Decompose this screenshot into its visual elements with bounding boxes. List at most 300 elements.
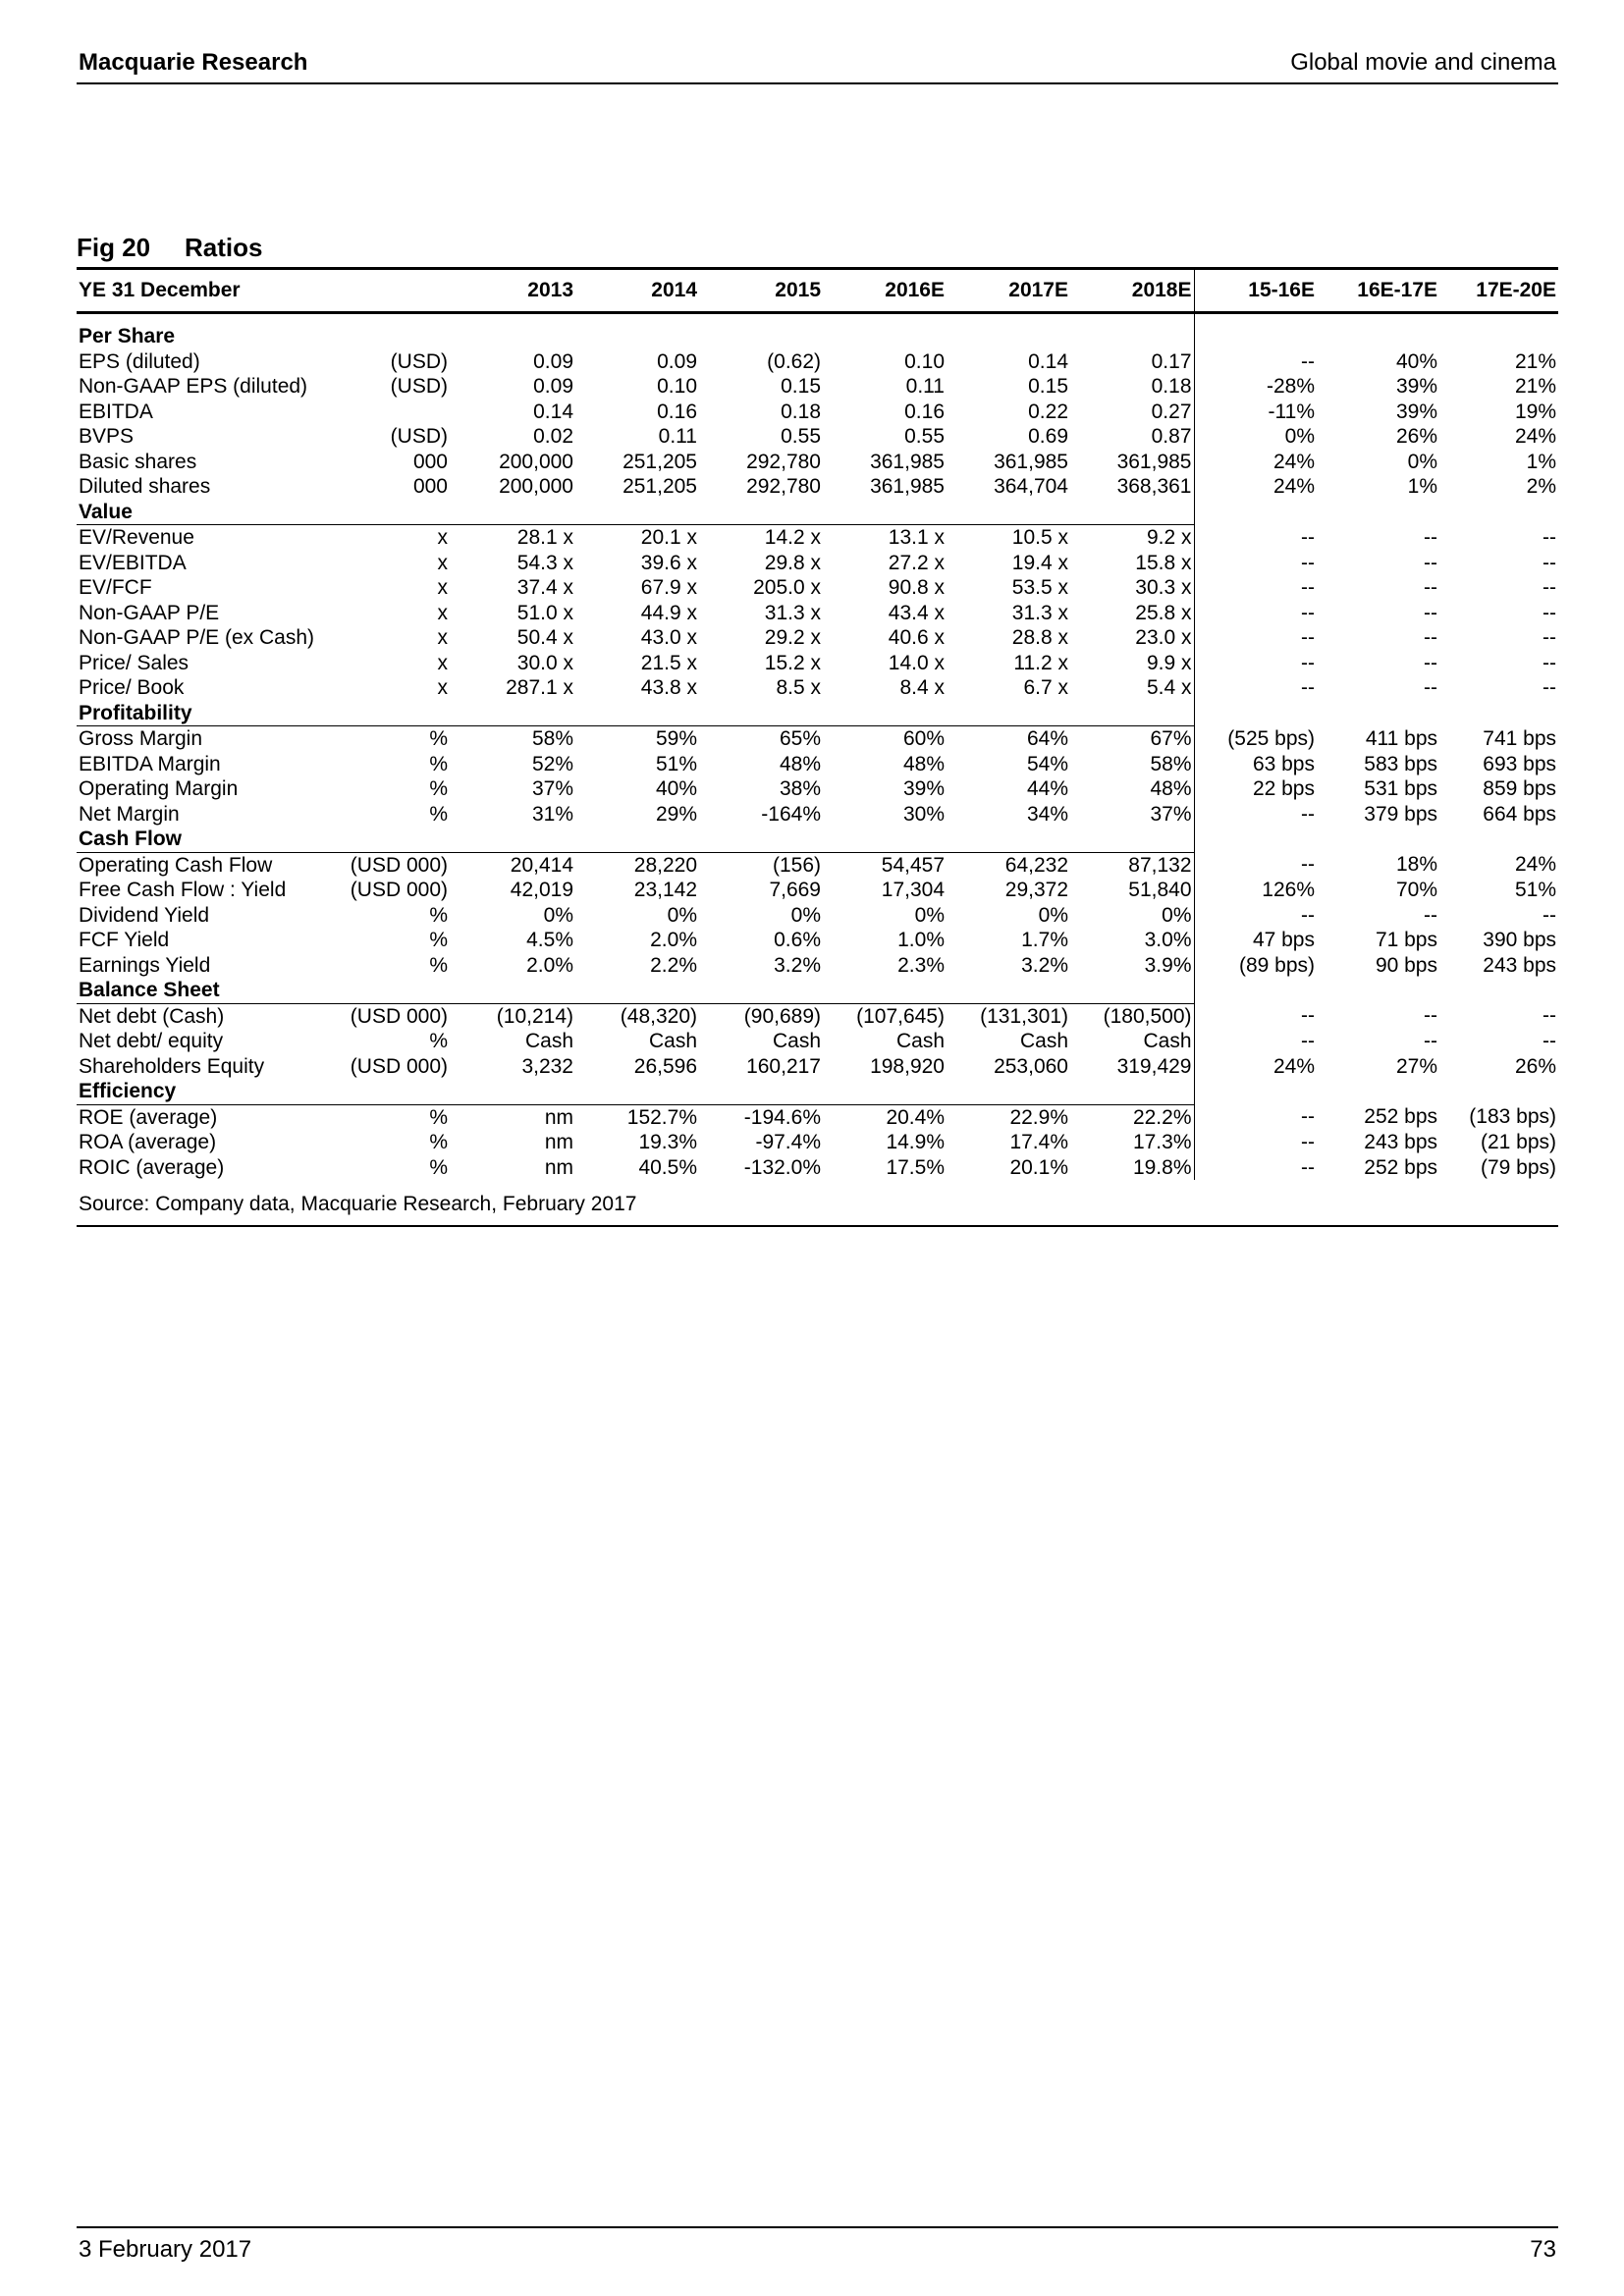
table-row [77, 349, 1558, 375]
unit-cell: % [429, 953, 448, 977]
value-cell: -- [1301, 1030, 1315, 1052]
value-cell: (180,500) [1070, 1003, 1194, 1029]
row-label: Net debt (Cash) [79, 1004, 225, 1028]
value-cell: -- [1424, 1004, 1437, 1027]
value-cell: (525 bps) [1227, 726, 1315, 750]
value-cell: -- [1424, 601, 1437, 624]
value-cell: -- [1301, 525, 1315, 549]
table-row [77, 551, 1558, 576]
row-label: Non-GAAP P/E [79, 601, 220, 624]
value-cell: 24% [1514, 853, 1556, 876]
value-cell: 64% [1026, 727, 1068, 750]
value-cell: 0% [1407, 450, 1437, 473]
table-row [77, 575, 1558, 601]
row-label: Earnings Yield [79, 953, 211, 977]
value-cell: -- [1301, 651, 1315, 674]
value-cell: 24% [1272, 450, 1315, 473]
value-cell: 0.10 [904, 349, 945, 373]
value-cell: 26,596 [633, 1054, 697, 1078]
section-title: Balance Sheet [77, 978, 320, 1003]
unit-cell: % [429, 777, 448, 800]
value-cell: 37.4 x [516, 576, 573, 599]
value-cell: 0% [914, 903, 945, 927]
row-label: Operating Margin [79, 777, 239, 800]
header-cell: 2016E [823, 269, 947, 313]
value-cell: 205.0 x [753, 576, 821, 599]
value-cell: -11% [1268, 400, 1315, 423]
value-cell: 14.9% [886, 1131, 945, 1153]
source-note: Source: Company data, Macquarie Research, February 2017 [77, 1180, 1558, 1226]
value-cell: 63 bps [1252, 752, 1315, 775]
value-cell: 5.4 x [1070, 675, 1194, 701]
value-cell: 59% [655, 727, 697, 750]
table-row [77, 474, 1558, 500]
row-label: EPS (diluted) [79, 349, 200, 373]
value-cell: 22.9% [1009, 1105, 1068, 1129]
value-cell: 22 bps [1252, 777, 1315, 800]
value-cell: -164% [761, 802, 821, 826]
value-cell: 287.1 x [506, 676, 573, 699]
value-cell: 19% [1514, 400, 1556, 423]
value-cell: 38% [779, 777, 821, 800]
row-label: Operating Cash Flow [79, 853, 273, 877]
value-cell: -- [1301, 1131, 1315, 1153]
value-cell: 361,985 [1070, 450, 1194, 475]
value-cell: 531 bps [1364, 777, 1437, 800]
unit-cell: x [437, 601, 448, 624]
table-row [77, 776, 1558, 802]
value-cell: 21.5 x [640, 651, 697, 674]
header-cell: 2017E [947, 269, 1070, 313]
value-cell: 54,457 [881, 853, 945, 877]
value-cell: 37% [1070, 802, 1194, 828]
header-cell: 2018E [1070, 269, 1194, 313]
value-cell: 3.2% [1021, 953, 1068, 977]
row-label: Non-GAAP EPS (diluted) [79, 375, 308, 398]
section-header-row [77, 701, 1558, 726]
value-cell: -- [1543, 601, 1556, 624]
table-row [77, 903, 1558, 929]
value-cell: 361,985 [870, 450, 945, 473]
unit-cell: (USD 000) [350, 853, 448, 877]
section-header-row [77, 324, 1558, 349]
value-cell: 0.10 [657, 375, 697, 398]
value-cell: 243 bps [1483, 953, 1556, 977]
value-cell: 25.8 x [1070, 601, 1194, 626]
value-cell: 243 bps [1364, 1131, 1437, 1153]
value-cell: 253,060 [994, 1054, 1068, 1078]
value-cell: 8.5 x [776, 676, 821, 699]
value-cell: 0.09 [533, 375, 573, 398]
value-cell: -- [1301, 551, 1315, 574]
value-cell: 1% [1526, 450, 1556, 473]
report-title: Global movie and cinema [1290, 49, 1556, 76]
value-cell: (131,301) [980, 1004, 1068, 1028]
value-cell: 22.2% [1070, 1104, 1194, 1130]
table-row [77, 651, 1558, 676]
row-label: EBITDA [79, 400, 153, 423]
value-cell: (0.62) [767, 349, 821, 373]
value-cell: Cash [895, 1030, 945, 1052]
value-cell: 51% [655, 752, 697, 775]
table-row [77, 1029, 1558, 1054]
value-cell: (156) [772, 853, 821, 877]
value-cell: 26% [1395, 425, 1437, 448]
value-cell: 3.9% [1070, 953, 1194, 979]
row-label: BVPS [79, 425, 135, 448]
table-row [77, 450, 1558, 475]
row-label: Gross Margin [79, 727, 203, 750]
value-cell: 0.17 [1070, 349, 1194, 375]
value-cell: 364,704 [994, 475, 1068, 498]
value-cell: 23,142 [633, 879, 697, 901]
row-label: EV/EBITDA [79, 551, 187, 574]
value-cell: 1.0% [897, 929, 945, 951]
value-cell: 252 bps [1364, 1105, 1437, 1128]
section-header-row [77, 500, 1558, 525]
page-header [77, 47, 1558, 84]
value-cell: 21% [1514, 349, 1556, 373]
value-cell: 0.09 [533, 349, 573, 373]
table-row [77, 601, 1558, 626]
value-cell: 2% [1526, 475, 1556, 498]
unit-cell: 000 [412, 450, 448, 473]
spacer-row [77, 313, 1558, 325]
value-cell: 24% [1272, 475, 1315, 498]
value-cell: 319,429 [1070, 1054, 1194, 1080]
value-cell: -- [1301, 1155, 1315, 1179]
value-cell: 411 bps [1365, 726, 1437, 750]
value-cell: 19.8% [1070, 1155, 1194, 1181]
table-row [77, 1104, 1558, 1130]
value-cell: 29.2 x [764, 626, 821, 649]
value-cell: 24% [1514, 425, 1556, 448]
value-cell: -- [1301, 576, 1315, 599]
value-cell: (107,645) [856, 1004, 945, 1028]
value-cell: 0.18 [1070, 374, 1194, 400]
value-cell: 34% [1026, 802, 1068, 826]
value-cell: 51% [1514, 879, 1556, 901]
value-cell: 54.3 x [516, 551, 573, 574]
value-cell: -- [1301, 676, 1315, 699]
value-cell: 65% [779, 727, 821, 750]
value-cell: -- [1301, 903, 1315, 927]
value-cell: nm [544, 1155, 573, 1179]
value-cell: 40% [655, 777, 697, 800]
value-cell: 47 bps [1252, 929, 1315, 951]
value-cell: 43.0 x [640, 626, 697, 649]
figure-number: Fig 20 [77, 233, 151, 262]
value-cell: 31.3 x [1011, 601, 1068, 624]
section-header-row [77, 978, 1558, 1003]
table-row [77, 625, 1558, 651]
value-cell: 90 bps [1375, 953, 1437, 977]
table-row [77, 525, 1558, 551]
value-cell: -- [1424, 651, 1437, 674]
value-cell: 14.2 x [764, 526, 821, 549]
unit-cell: % [429, 1131, 448, 1153]
value-cell: -- [1543, 1004, 1556, 1027]
value-cell: -- [1543, 1030, 1556, 1052]
unit-cell: % [429, 1105, 448, 1129]
value-cell: 37% [531, 777, 573, 800]
value-cell: 2.0% [526, 953, 573, 977]
value-cell: 0.87 [1070, 424, 1194, 450]
row-label: Price/ Sales [79, 651, 189, 674]
value-cell: nm [544, 1131, 573, 1153]
value-cell: 64,232 [1004, 853, 1068, 877]
value-cell: 0.14 [533, 400, 573, 423]
value-cell: 251,205 [623, 450, 697, 473]
value-cell: 30.0 x [516, 651, 573, 674]
value-cell: 39% [902, 777, 945, 800]
value-cell: 31% [531, 802, 573, 826]
value-cell: 390 bps [1483, 929, 1556, 951]
value-cell: 693 bps [1483, 752, 1556, 775]
row-label: EV/FCF [79, 576, 152, 599]
value-cell: -- [1424, 1030, 1437, 1052]
table-row [77, 928, 1558, 953]
value-cell: -- [1424, 903, 1437, 927]
value-cell: nm [544, 1105, 573, 1129]
value-cell: -- [1301, 853, 1315, 876]
value-cell: 0.16 [904, 400, 945, 423]
table-row [77, 424, 1558, 450]
value-cell: 17.3% [1070, 1130, 1194, 1155]
value-cell: 6.7 x [1023, 676, 1068, 699]
value-cell: 3.0% [1070, 928, 1194, 953]
value-cell: 2.0% [650, 929, 697, 951]
value-cell: Cash [772, 1030, 821, 1052]
value-cell: 2.2% [650, 953, 697, 977]
value-cell: 90.8 x [888, 576, 945, 599]
value-cell: 664 bps [1483, 802, 1556, 826]
value-cell: -- [1543, 576, 1556, 599]
value-cell: 19.3% [638, 1131, 697, 1153]
value-cell: 583 bps [1364, 752, 1437, 775]
value-cell: 43.8 x [640, 676, 697, 699]
value-cell: 39.6 x [640, 551, 697, 574]
publisher-name: Macquarie Research [79, 49, 308, 76]
value-cell: 20.4% [886, 1105, 945, 1129]
value-cell: 28,220 [633, 853, 697, 877]
row-label: Free Cash Flow : Yield [79, 879, 287, 901]
value-cell: -- [1301, 601, 1315, 624]
table-body [77, 313, 1558, 1181]
value-cell: -28% [1266, 375, 1315, 398]
value-cell: 1.7% [1021, 929, 1068, 951]
value-cell: (21 bps) [1480, 1131, 1556, 1153]
value-cell: 379 bps [1364, 802, 1437, 826]
value-cell: 31.3 x [764, 601, 821, 624]
table-row [77, 1003, 1558, 1029]
figure-title [77, 233, 262, 263]
row-label: Price/ Book [79, 676, 185, 699]
table-row [77, 726, 1558, 752]
value-cell: (89 bps) [1238, 953, 1315, 977]
section-header-row [77, 827, 1558, 852]
value-cell: 292,780 [746, 475, 821, 498]
row-label: Dividend Yield [79, 903, 210, 927]
value-cell: -- [1424, 525, 1437, 549]
value-cell: Cash [648, 1030, 697, 1052]
value-cell: -- [1301, 1105, 1315, 1128]
row-label: ROIC (average) [79, 1155, 225, 1179]
value-cell: 71 bps [1375, 929, 1437, 951]
value-cell: 15.2 x [764, 651, 821, 674]
row-label: EBITDA Margin [79, 752, 221, 775]
table-row [77, 852, 1558, 878]
value-cell: -- [1543, 651, 1556, 674]
value-cell: (183 bps) [1469, 1105, 1556, 1128]
value-cell: -132.0% [743, 1155, 821, 1179]
value-cell: 26% [1514, 1054, 1556, 1078]
value-cell: 23.0 x [1070, 625, 1194, 651]
unit-cell: x [437, 576, 448, 599]
value-cell: -- [1424, 576, 1437, 599]
value-cell: -194.6% [743, 1105, 821, 1129]
value-cell: 53.5 x [1011, 576, 1068, 599]
table-row [77, 1054, 1558, 1080]
value-cell: 0.02 [533, 425, 573, 448]
value-cell: 200,000 [499, 475, 573, 498]
value-cell: 54% [1026, 752, 1068, 775]
value-cell: 39% [1395, 400, 1437, 423]
header-cell [320, 269, 450, 313]
header-cell: YE 31 December [77, 269, 320, 313]
unit-cell: % [429, 1030, 448, 1052]
value-cell: 14.0 x [888, 651, 945, 674]
value-cell: 51,840 [1070, 878, 1194, 903]
value-cell: 0.27 [1070, 400, 1194, 425]
unit-cell: (USD 000) [350, 879, 448, 901]
header-cell: 2013 [450, 269, 575, 313]
value-cell: 48% [779, 752, 821, 775]
value-cell: 160,217 [746, 1054, 821, 1078]
value-cell: 27.2 x [888, 551, 945, 574]
value-cell: 20,414 [510, 853, 573, 877]
ratios-table [77, 267, 1558, 1227]
table-header-row [77, 269, 1558, 313]
value-cell: 20.1% [1009, 1155, 1068, 1179]
value-cell: (10,214) [496, 1004, 573, 1028]
value-cell: -- [1301, 1004, 1315, 1027]
header-cell: 2014 [575, 269, 699, 313]
value-cell: 2.3% [897, 953, 945, 977]
value-cell: 859 bps [1483, 777, 1556, 800]
value-cell: 67.9 x [640, 576, 697, 599]
value-cell: 0% [1070, 903, 1194, 929]
value-cell: 361,985 [994, 450, 1068, 473]
value-cell: -- [1301, 349, 1315, 373]
value-cell: 44% [1026, 777, 1068, 800]
row-label: FCF Yield [79, 929, 170, 951]
section-header-row [77, 1079, 1558, 1104]
value-cell: 3.2% [774, 953, 821, 977]
value-cell: -- [1301, 802, 1315, 826]
value-cell: -- [1543, 903, 1556, 927]
value-cell: 58% [531, 727, 573, 750]
value-cell: -- [1543, 676, 1556, 699]
table-row [77, 400, 1558, 425]
row-label: Diluted shares [79, 475, 211, 498]
value-cell: (48,320) [620, 1004, 697, 1028]
value-cell: (79 bps) [1480, 1155, 1556, 1179]
value-cell: 11.2 x [1013, 651, 1068, 674]
row-label: EV/Revenue [79, 526, 194, 549]
value-cell: 0% [543, 903, 573, 927]
unit-cell: % [429, 802, 448, 826]
value-cell: 42,019 [510, 879, 573, 901]
value-cell: 29.8 x [764, 551, 821, 574]
value-cell: 252 bps [1364, 1155, 1437, 1179]
unit-cell: (USD) [390, 425, 448, 448]
unit-cell: % [429, 929, 448, 951]
unit-cell: x [437, 651, 448, 674]
unit-cell: x [437, 526, 448, 549]
value-cell: 368,361 [1070, 474, 1194, 500]
value-cell: 24% [1272, 1054, 1315, 1078]
value-cell: 58% [1070, 752, 1194, 777]
unit-cell: (USD) [390, 375, 448, 398]
unit-cell: % [429, 727, 448, 750]
value-cell: 292,780 [746, 450, 821, 473]
unit-cell: (USD 000) [350, 1054, 448, 1078]
value-cell: 48% [902, 752, 945, 775]
value-cell: 40.5% [638, 1155, 697, 1179]
value-cell: 8.4 x [899, 676, 945, 699]
unit-cell: (USD 000) [350, 1004, 448, 1028]
value-cell: 17,304 [881, 879, 945, 901]
header-cell: 15-16E [1194, 269, 1317, 313]
row-label: ROE (average) [79, 1105, 218, 1129]
value-cell: Cash [1070, 1029, 1194, 1054]
section-title: Profitability [77, 701, 320, 726]
value-cell: -- [1301, 626, 1315, 649]
value-cell: 0.55 [781, 425, 821, 448]
value-cell: 0.69 [1028, 425, 1068, 448]
value-cell: 29,372 [1004, 879, 1068, 901]
value-cell: -- [1543, 525, 1556, 549]
value-cell: 10.5 x [1011, 526, 1068, 549]
value-cell: Cash [1019, 1030, 1068, 1052]
value-cell: 0.11 [658, 425, 697, 448]
value-cell: 52% [531, 752, 573, 775]
value-cell: 1% [1407, 475, 1437, 498]
value-cell: 0.15 [1028, 375, 1068, 398]
value-cell: 60% [902, 727, 945, 750]
value-cell: 67% [1070, 726, 1194, 752]
row-label: Non-GAAP P/E (ex Cash) [79, 626, 315, 649]
unit-cell [320, 400, 450, 425]
value-cell: 51.0 x [516, 601, 573, 624]
value-cell: -- [1543, 626, 1556, 649]
value-cell: 7,669 [769, 879, 821, 901]
header-cell: 2015 [699, 269, 823, 313]
value-cell: 3,232 [521, 1054, 573, 1078]
value-cell: 13.1 x [888, 526, 945, 549]
value-cell: -- [1424, 626, 1437, 649]
value-cell: 0.55 [904, 425, 945, 448]
value-cell: 741 bps [1483, 726, 1556, 750]
unit-cell: % [429, 752, 448, 775]
value-cell: 30.3 x [1070, 575, 1194, 601]
value-cell: 19.4 x [1011, 551, 1068, 574]
value-cell: 9.2 x [1070, 525, 1194, 551]
value-cell: 17.4% [1009, 1131, 1068, 1153]
value-cell: 39% [1395, 375, 1437, 398]
row-label: Net Margin [79, 802, 180, 826]
